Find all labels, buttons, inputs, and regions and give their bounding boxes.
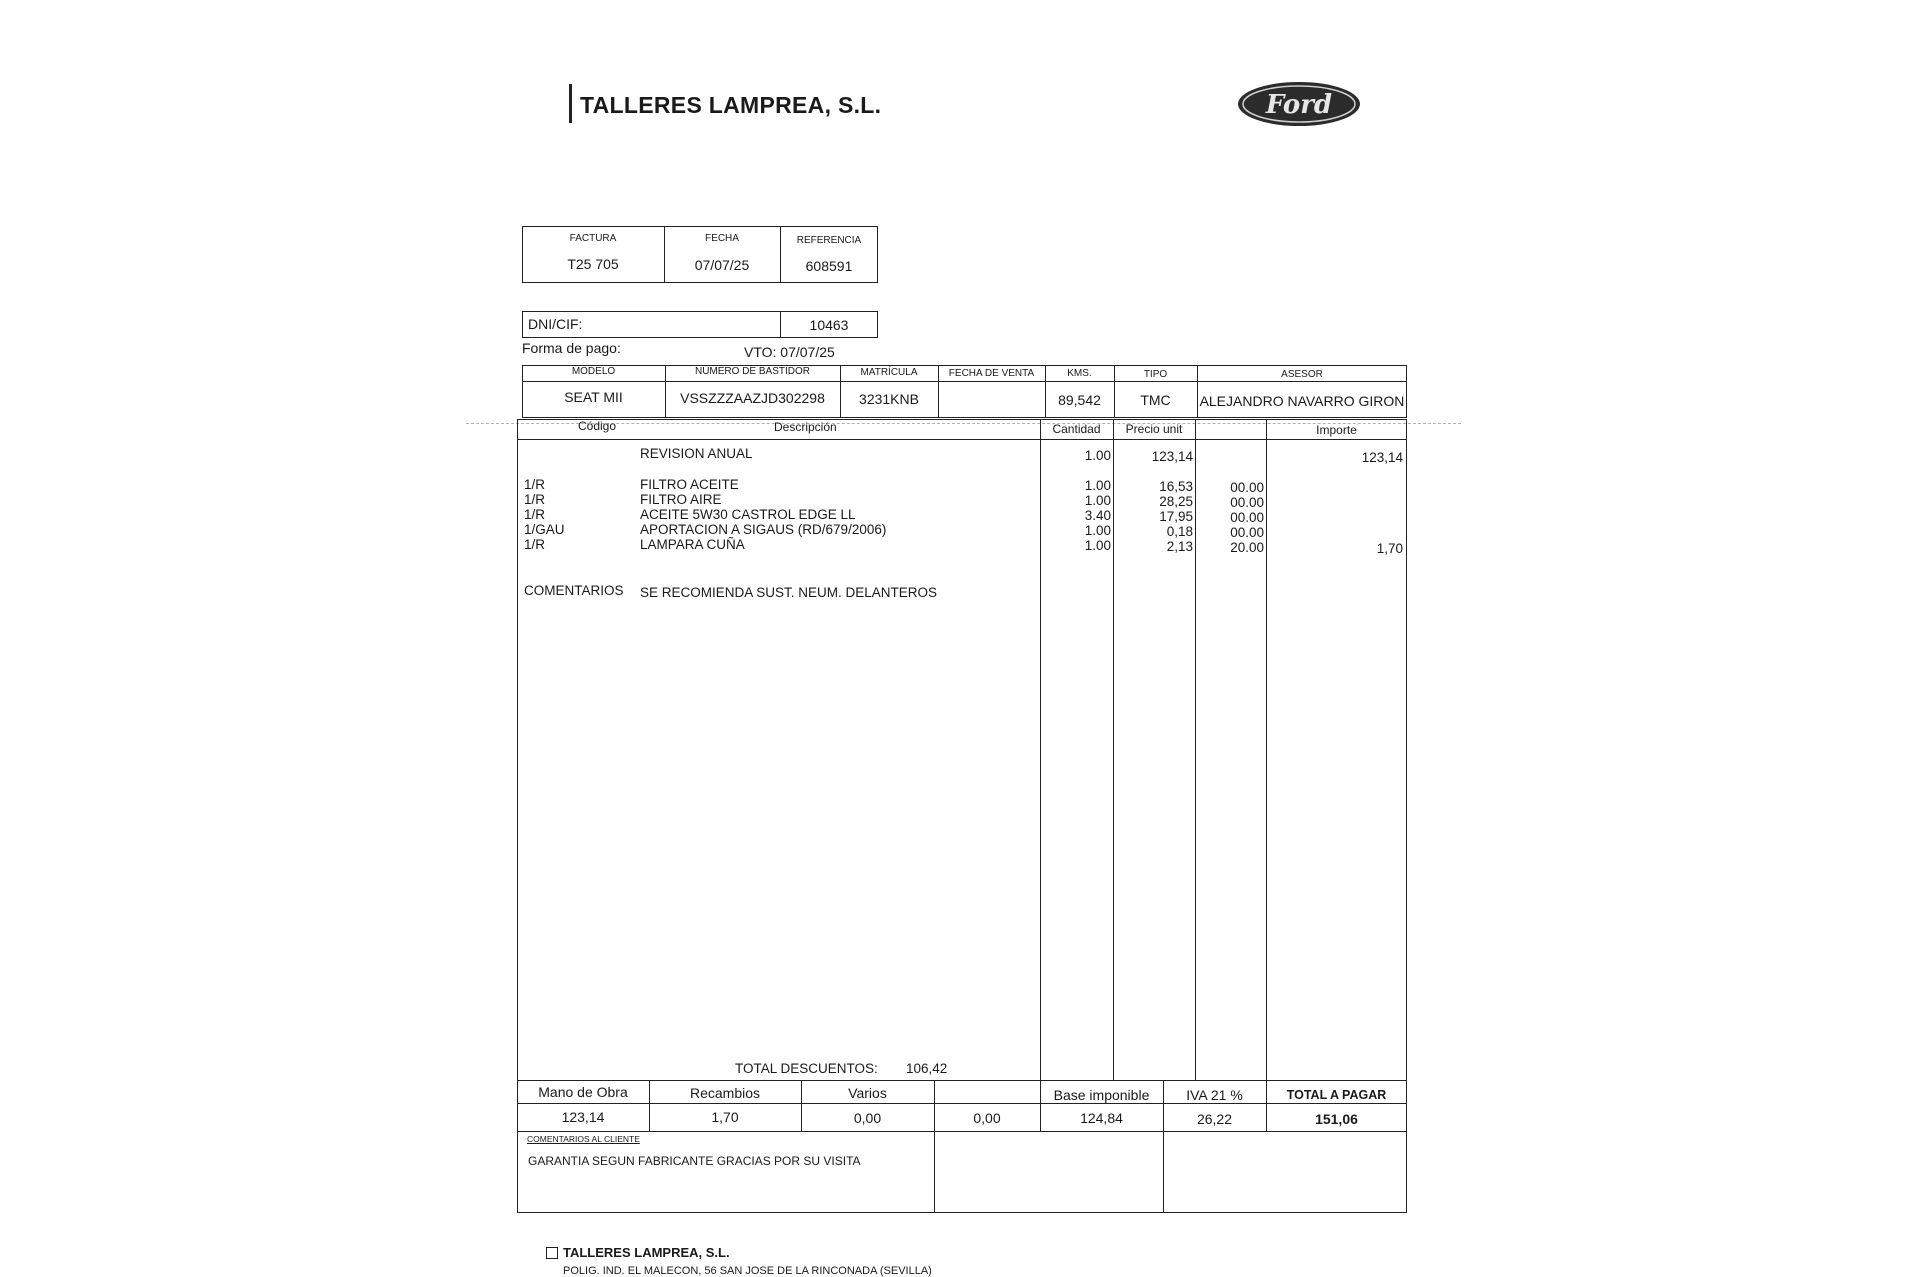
iva-value: 26,22 — [1196, 1111, 1233, 1127]
dni-label: DNI/CIF: — [528, 316, 583, 332]
base-imponible-value: 124,84 — [1080, 1110, 1123, 1126]
footer-company-name: TALLERES LAMPREA, S.L. — [563, 1245, 730, 1260]
otros-value: 0,00 — [973, 1110, 1001, 1126]
asesor-value: ALEJANDRO NAVARRO GIRON — [1199, 393, 1405, 409]
divider — [517, 1080, 1407, 1081]
divider — [1266, 419, 1267, 1080]
descripcion-header: Descripción — [774, 420, 837, 434]
mano-obra-value: 123,14 — [561, 1109, 605, 1125]
divider — [522, 381, 1407, 382]
item-code: 1/R — [524, 507, 546, 522]
referencia-label: REFERENCIA — [796, 235, 862, 246]
forma-pago-label: Forma de pago: — [522, 340, 621, 356]
item-quantity: 1.00 — [1084, 478, 1111, 493]
base-imponible-label: Base imponible — [1053, 1087, 1150, 1103]
varios-value: 0,00 — [853, 1110, 882, 1126]
varios-label: Varios — [848, 1085, 887, 1101]
factura-number: T25 705 — [567, 256, 619, 272]
importe-header: Importe — [1316, 423, 1357, 437]
divider — [934, 1080, 935, 1213]
checkbox-icon — [546, 1247, 558, 1259]
comentarios-cliente-text: GARANTIA SEGUN FABRICANTE GRACIAS POR SU VISITA — [528, 1154, 861, 1168]
factura-label: FACTURA — [569, 233, 617, 244]
comentarios-label: COMENTARIOS — [524, 583, 624, 598]
kms-value: 89,542 — [1058, 392, 1101, 408]
item-quantity: 3.40 — [1084, 508, 1111, 523]
vto-value: VTO: 07/07/25 — [744, 344, 835, 360]
item-price: 16,53 — [1159, 479, 1193, 494]
item-quantity: 1.00 — [1084, 493, 1111, 508]
item-quantity: 1.00 — [1084, 538, 1111, 553]
iva-label: IVA 21 % — [1186, 1087, 1243, 1103]
divider — [517, 1131, 1407, 1132]
item-code: 1/R — [524, 492, 546, 507]
tipo-value: TMC — [1140, 392, 1171, 408]
item-description: LAMPARA CUÑA — [640, 537, 745, 552]
referencia-value: 608591 — [805, 258, 853, 274]
comentarios-cliente-label: COMENTARIOS AL CLIENTE — [527, 1134, 640, 1144]
main-line-description: REVISION ANUAL — [640, 446, 753, 461]
precio-header: Precio unit — [1125, 422, 1183, 436]
item-description: FILTRO ACEITE — [640, 477, 739, 492]
dni-value: 10463 — [809, 317, 849, 333]
item-price: 17,95 — [1159, 509, 1193, 524]
total-descuentos-value: 106,42 — [906, 1061, 948, 1076]
divider — [517, 1103, 1407, 1104]
item-description: APORTACION A SIGAUS (RD/679/2006) — [640, 522, 887, 537]
matricula-value: 3231KNB — [859, 391, 919, 407]
item-price: 0,18 — [1166, 524, 1193, 539]
item-code: 1/R — [524, 537, 546, 552]
mano-obra-label: Mano de Obra — [538, 1084, 628, 1100]
divider — [780, 226, 781, 283]
main-line-price: 123,14 — [1151, 449, 1193, 464]
item-discount: 00.00 — [1230, 480, 1264, 495]
item-code: 1/R — [524, 477, 546, 492]
recambios-label: Recambios — [689, 1085, 761, 1101]
matricula-header: MATRÍCULA — [860, 367, 918, 378]
comentarios-text: SE RECOMIENDA SUST. NEUM. DELANTEROS — [640, 585, 938, 600]
modelo-value: SEAT MII — [564, 389, 623, 405]
total-a-pagar-value: 151,06 — [1315, 1111, 1358, 1127]
main-line-amount: 123,14 — [1361, 450, 1403, 465]
fecha-label: FECHA — [705, 233, 739, 244]
kms-header: KMS. — [1067, 368, 1092, 379]
bastidor-value: VSSZZZAAZJD302298 — [680, 390, 825, 406]
total-a-pagar-label: TOTAL A PAGAR — [1286, 1088, 1387, 1102]
fecha-value: 07/07/25 — [694, 257, 750, 273]
total-descuentos-label: TOTAL DESCUENTOS: — [735, 1061, 878, 1076]
item-code: 1/GAU — [524, 522, 565, 537]
modelo-header: MODELO — [571, 366, 616, 377]
tipo-header: TIPO — [1143, 369, 1168, 380]
cantidad-header: Cantidad — [1052, 422, 1101, 436]
item-price: 28,25 — [1159, 494, 1193, 509]
recambios-value: 1,70 — [711, 1109, 739, 1125]
codigo-header: Código — [578, 419, 617, 433]
item-description: FILTRO AIRE — [640, 492, 722, 507]
item-discount: 00.00 — [1230, 495, 1264, 510]
item-discount: 00.00 — [1230, 525, 1264, 540]
item-description: ACEITE 5W30 CASTROL EDGE LL — [640, 507, 856, 522]
fecha-venta-header: FECHA DE VENTA — [948, 368, 1035, 379]
divider — [517, 439, 1407, 440]
footer-address: POLIG. IND. EL MALECON, 56 SAN JOSE DE LA RINCONADA (SEVILLA) — [563, 1265, 932, 1277]
item-quantity: 1.00 — [1084, 523, 1111, 538]
item-price: 2,13 — [1166, 539, 1193, 554]
main-line-quantity: 1.00 — [1084, 448, 1111, 463]
company-name: TALLERES LAMPREA, S.L. — [580, 92, 882, 118]
asesor-header: ASESOR — [1281, 369, 1323, 380]
item-discount: 00.00 — [1230, 510, 1264, 525]
item-discount: 20.00 — [1230, 540, 1264, 555]
item-amount: 1,70 — [1376, 541, 1403, 556]
ford-logo — [1236, 80, 1362, 128]
bastidor-header: NÚMERO DE BASTIDOR — [694, 366, 810, 377]
company-name-bar — [569, 84, 572, 123]
svg-text:Ford: Ford — [1265, 90, 1333, 120]
